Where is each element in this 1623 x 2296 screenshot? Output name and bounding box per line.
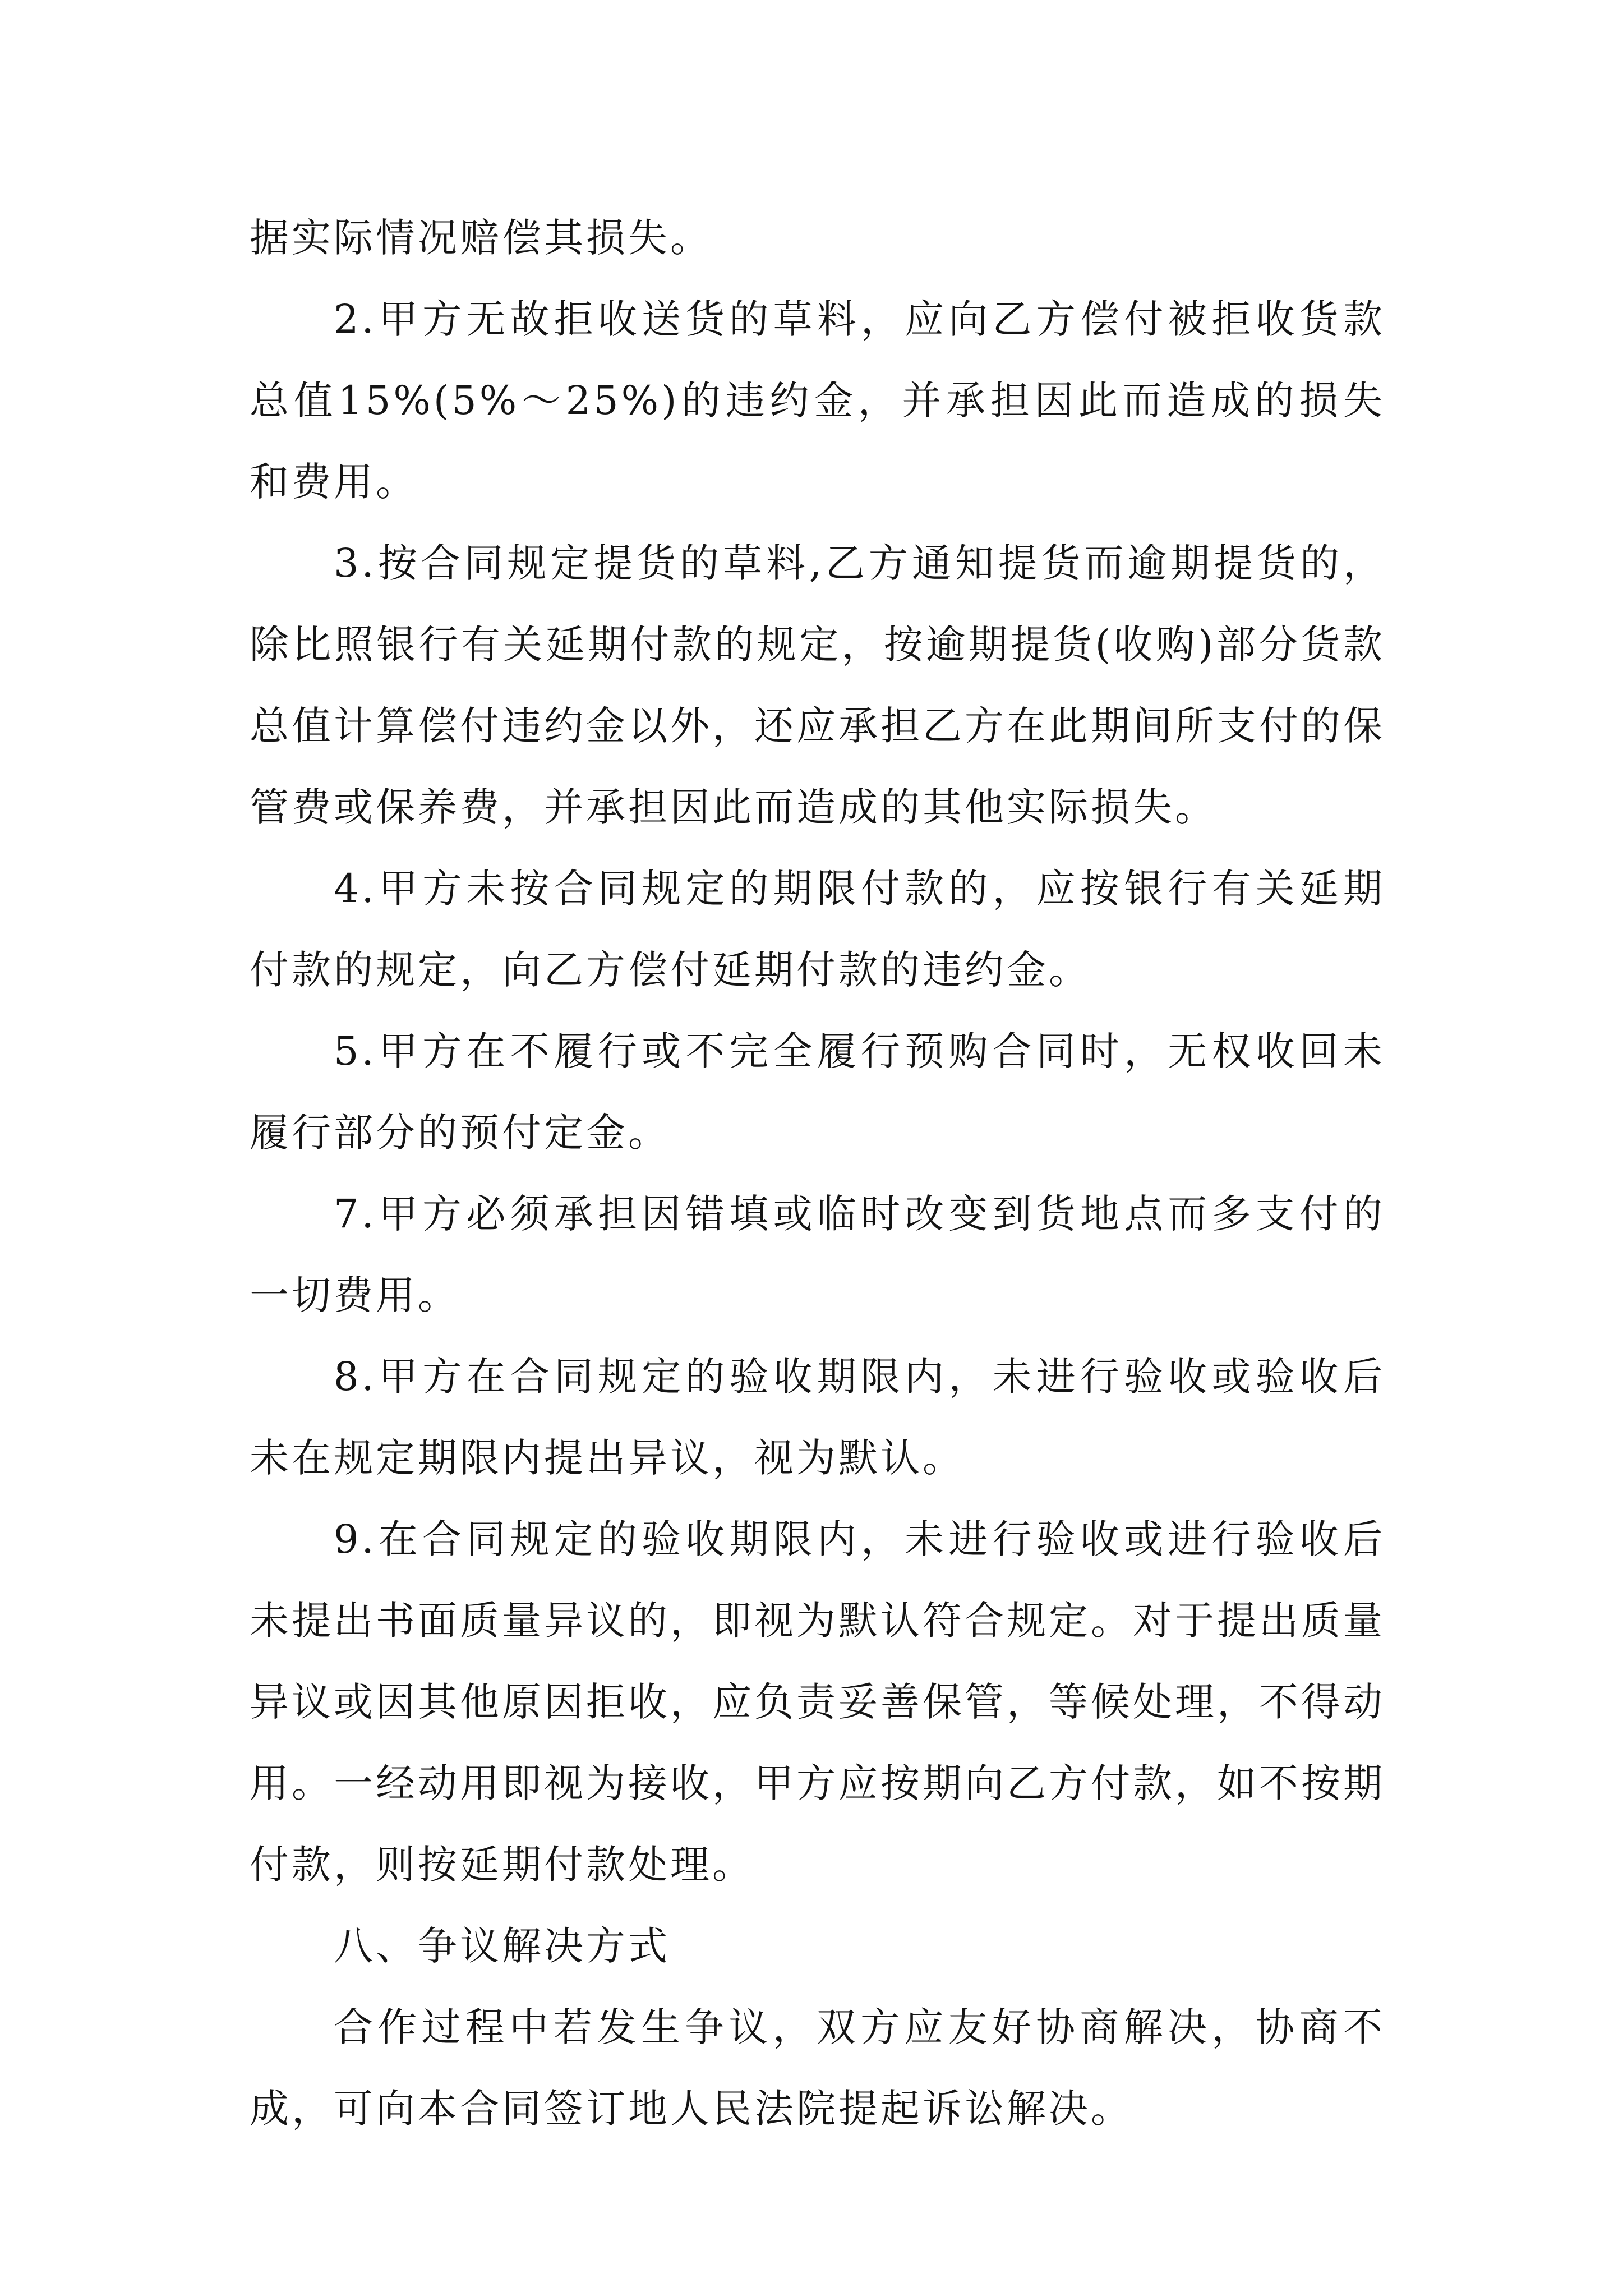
paragraph-continuation: 据实际情况赔偿其损失。 [250,215,712,261]
clause-9: 9.在合同规定的验收期限内，未进行验收或进行验收后未提出书面质量异议的，即视为默认符合规定。对于提出质量异议或因其他原因拒收，应负责妥善保管，等候处理，不得动用。一经动用即视为接收，甲方应按期向乙方付款，如不按期付款，则按延期付款处理。 [250,1516,1385,1888]
clause-5: 5.甲方在不履行或不完全履行预购合同时，无权收回未履行部分的预付定金。 [250,1028,1385,1156]
clause-3: 3.按合同规定提货的草料,乙方通知提货而逾期提货的，除比照银行有关延期付款的规定，按逾期提货(收购)部分货款总值计算偿付违约金以外，还应承担乙方在此期间所支付的保管费或保养费，并承担因此而造成的其他实际损失。 [250,540,1385,830]
document-body [250,197,1385,2150]
clause-4: 4.甲方未按合同规定的期限付款的，应按银行有关延期付款的规定，向乙方偿付延期付款的违约金。 [250,866,1385,993]
clause-2: 2.甲方无故拒收送货的草料，应向乙方偿付被拒收货款总值15%(5%～25%)的违约金，并承担因此而造成的损失和费用。 [250,296,1385,505]
clause-7: 7.甲方必须承担因错填或临时改变到货地点而多支付的一切费用。 [250,1191,1385,1318]
dispute-resolution-text: 合作过程中若发生争议，双方应友好协商解决，协商不成，可向本合同签订地人民法院提起诉讼解决。 [250,2004,1385,2132]
section-heading-dispute-resolution: 八、争议解决方式 [334,1923,670,1969]
clause-8: 8.甲方在合同规定的验收期限内，未进行验收或验收后未在规定期限内提出异议，视为默认。 [250,1354,1385,1481]
